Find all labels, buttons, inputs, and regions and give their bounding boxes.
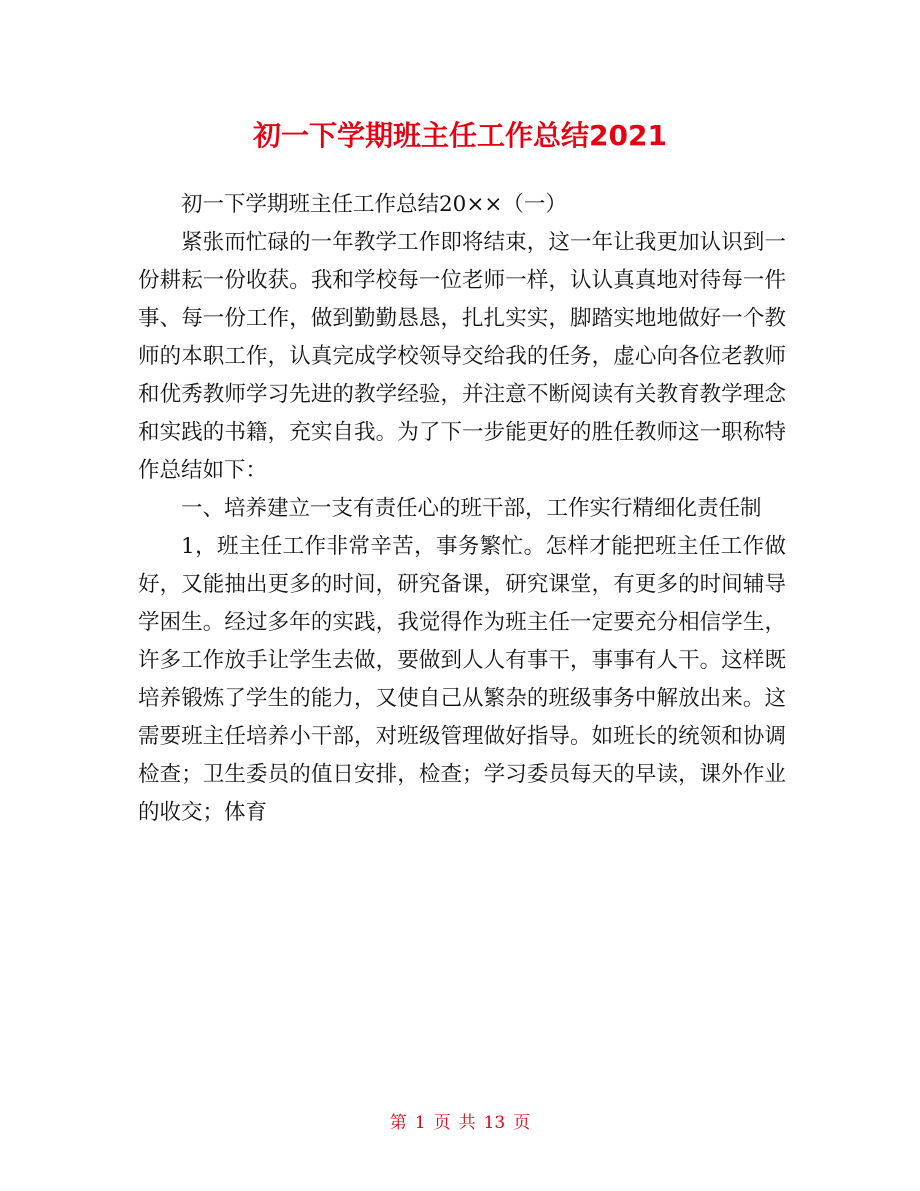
page-footer — [0, 1111, 920, 1135]
footer-label-gong: 共 — [458, 1113, 476, 1133]
paragraph-subtitle: 初一下学期班主任工作总结20××（一） — [181, 192, 567, 217]
footer-label-di: 第 — [389, 1113, 407, 1133]
paragraph-item-1: 1，班主任工作非常辛苦，事务繁忙。怎样才能把班主任工作做好，又能抽出更多的时间，研究备课，研究课堂，有更多的时间辅导学困生。经过多年的实践，我觉得作为班主任一定要充分相信学生，许多工作放手让学生去做，要做到人人有事干，事事有人干。这样既培养锻炼了学生的能力，又使自己从繁杂的班级事务中解放出来。这需要班主任培养小干部，对班级管理做好指导。如班长的统领和协调检查；卫生委员的值日安排，检查；学习委员每天的早读，课外作业的收交；体育 — [138, 534, 786, 825]
footer-total-pages: 13 — [483, 1113, 506, 1133]
paragraph-intro: 紧张而忙碌的一年教学工作即将结束，这一年让我更加认识到一份耕耘一份收获。我和学校每一位老师一样，认认真真地对待每一件事、每一份工作，做到勤勤恳恳，扎扎实实，脚踏实地地做好一个教师的本职工作，认真完成学校领导交给我的任务，虚心向各位老教师和优秀教师学习先进的教学经验，并注意不断阅读有关教育教学理念和实践的书籍，充实自我。为了下一步能更好的胜任教师这一职称特作总结如下： — [138, 230, 786, 483]
paragraph-section-heading: 一、培养建立一支有责任心的班干部，工作实行精细化责任制 — [181, 496, 762, 521]
footer-label-ye2: 页 — [513, 1113, 531, 1133]
document-title: 初一下学期班主任工作总结2021 — [253, 119, 667, 152]
footer-label-ye: 页 — [433, 1113, 451, 1133]
footer-current-page: 1 — [414, 1113, 426, 1133]
document-body — [138, 186, 786, 832]
